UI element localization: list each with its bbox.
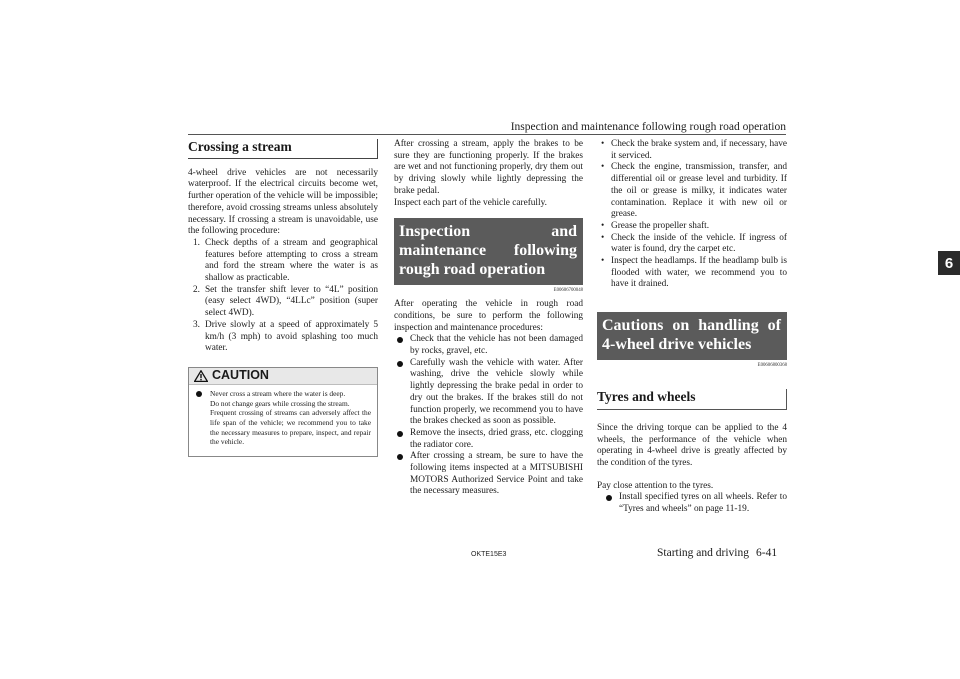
footer-section-name: Starting and driving (657, 547, 749, 559)
bullet-icon (397, 454, 403, 460)
section-code: E00606800368 (757, 363, 787, 369)
caution-line: Frequent crossing of streams can adversely affect the life span of the vehicle; we recommend you to take the necessary measures to prepare, inspect, and repair the vehicle. (210, 408, 371, 447)
section-banner-inspection: Inspection and maintenance following rough road operation (394, 218, 583, 285)
footer-doc-code: OKTE15E3 (471, 551, 507, 558)
caution-line: Do not change gears while crossing the stream. (210, 398, 350, 408)
step-item: 3. Drive slowly at a speed of approximately 5 km/h (3 mph) to avoid splashing too much water. (193, 319, 378, 354)
bullet-icon (397, 361, 403, 367)
header-rule (188, 134, 786, 135)
running-header: Inspection and maintenance following rough road operation (510, 121, 786, 133)
brakes-paragraph: After crossing a stream, apply the brakes to be sure they are functioning properly. If the brakes are wet and not functioning properly, dry them out by driving slowly while lightly depressing the brake pedal. (394, 139, 583, 196)
inspection-bullets (394, 334, 583, 498)
steps-list (188, 238, 378, 355)
bullet-icon (606, 495, 612, 501)
check-item: • Check the brake system and, if necessary, have it serviced. (601, 139, 787, 161)
footer-page-number: 6-41 (756, 547, 778, 559)
bullet-icon (196, 391, 202, 397)
check-item: • Check the engine, transmission, transfer, and differential oil or grease level and turbidity. If the oil or grease is milky, it indicates water contamination. Replace it with new oil or grease. (601, 162, 787, 220)
check-item: • Grease the propeller shaft. (601, 220, 710, 231)
caution-body (189, 385, 377, 447)
column-2 (394, 139, 583, 498)
bullet-icon (397, 431, 403, 437)
stream-check-list (597, 139, 787, 291)
section-banner-4wd-cautions: Cautions on handling of 4-wheel drive vehicles (597, 312, 787, 360)
caution-line: Never cross a stream where the water is deep. (210, 388, 346, 398)
caution-box (188, 367, 378, 457)
chapter-tab: 6 (938, 251, 960, 275)
step-item: 2. Set the transfer shift lever to “4L” position (easy select 4WD), “4LLc” position (super select 4WD). (193, 284, 378, 319)
check-item: • Check the inside of the vehicle. If ingress of water is found, dry the carpet etc. (601, 232, 787, 255)
inspect-paragraph: Inspect each part of the vehicle carefully. (394, 197, 547, 208)
step-item: 1. Check depths of a stream and geographical features before attempting to cross a stream and ford the stream where the water is as shallow as practicable. (193, 237, 378, 284)
warning-triangle-icon (194, 370, 208, 382)
subsection-title-tyres: Tyres and wheels (597, 389, 787, 410)
section-code: E00606700048 (553, 288, 583, 294)
bullet-item: Carefully wash the vehicle with water. After washing, drive the vehicle slowly while lightly depressing the brake pedal in order to dry out the brakes. If the brakes still do not function properly, we recommend you to have the brakes checked as soon as possible. (394, 358, 583, 428)
intro-paragraph: 4-wheel drive vehicles are not necessarily waterproof. If the electrical circuits become wet, further operation of the vehicle will be impossible; therefore, avoid crossing streams unless absolutely necessary. If crossing a stream is unavoidable, use the following procedure: (188, 167, 378, 237)
bullet-item: Remove the insects, dried grass, etc. clogging the radiator core. (394, 428, 583, 451)
bullet-item: Check that the vehicle has not been damaged by rocks, gravel, etc. (394, 334, 583, 357)
torque-paragraph: Since the driving torque can be applied to the 4 wheels, the performance of the vehicle when operating in 4-wheel drive is greatly affected by the condition of the tyres. (597, 422, 787, 468)
bullet-item: Install specified tyres on all wheels. Refer to “Tyres and wheels” on page 11-19. (603, 492, 787, 515)
bullet-icon (397, 337, 403, 343)
rough-road-paragraph: After operating the vehicle in rough road conditions, be sure to perform the following inspection and maintenance procedures: (394, 299, 583, 333)
column-1 (188, 139, 378, 457)
caution-header (189, 368, 377, 385)
check-item: • Inspect the headlamps. If the headlamp bulb is flooded with water, we recommend you to have it drained. (601, 256, 787, 290)
caution-label: CAUTION (212, 368, 269, 383)
caution-item (194, 389, 371, 447)
section-title-crossing-stream: Crossing a stream (188, 139, 378, 159)
tyre-bullets (597, 492, 787, 515)
attention-paragraph: Pay close attention to the tyres. (597, 480, 714, 491)
bullet-item: After crossing a stream, be sure to have the following items inspected at a MITSUBISHI MOTORS Authorized Service Point and take the necessary measures. (394, 451, 583, 498)
column-3 (597, 139, 787, 516)
